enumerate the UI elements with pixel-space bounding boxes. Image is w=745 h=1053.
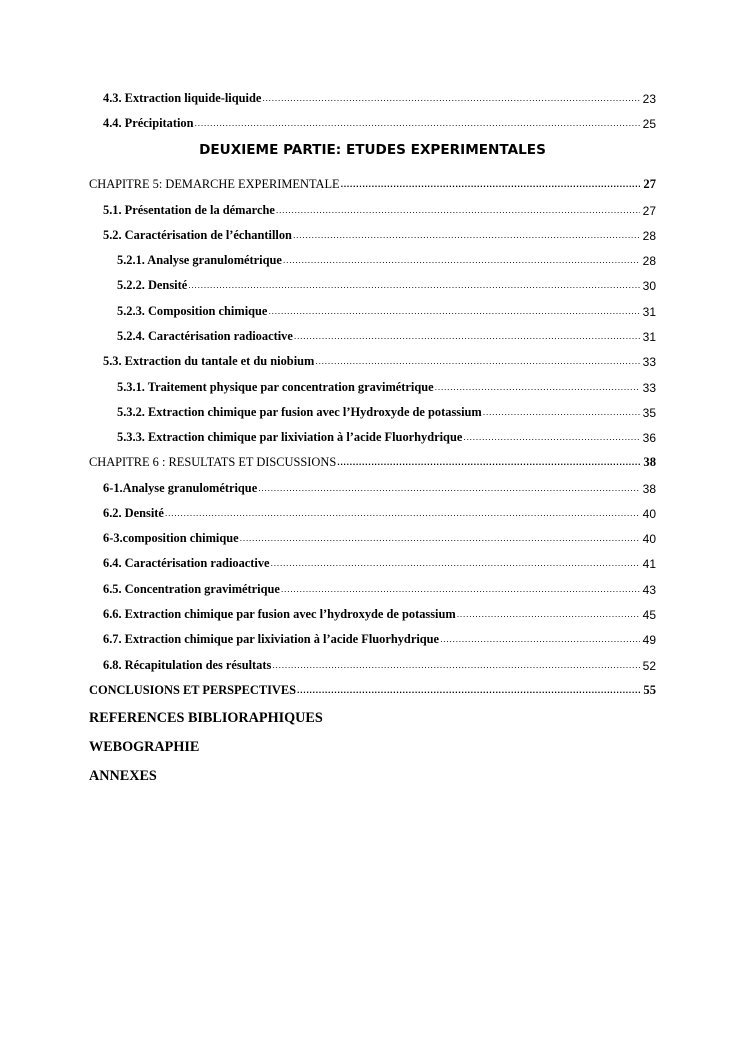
toc-entry-title: 6-1.Analyse granulométrique: [103, 481, 258, 495]
toc-entry-title: 4.3. Extraction liquide-liquide: [103, 91, 262, 105]
toc-entry[interactable]: [89, 111, 656, 131]
toc-entry-page: 33: [642, 355, 656, 369]
toc-entry-page: 28: [642, 254, 656, 268]
toc-entry[interactable]: [89, 602, 656, 622]
toc-entry[interactable]: [89, 551, 656, 571]
toc-entry[interactable]: [89, 653, 656, 673]
toc-entry[interactable]: [89, 476, 656, 496]
toc-entry[interactable]: [89, 375, 656, 395]
toc-entry[interactable]: [89, 425, 656, 445]
toc-entry[interactable]: [89, 501, 656, 521]
toc-entry-title: 6.8. Récapitulation des résultats: [103, 658, 272, 672]
references-heading: REFERENCES BIBLIORAPHIQUES: [89, 710, 323, 726]
leader-dots: [240, 534, 640, 543]
toc-entry-page: 30: [642, 279, 656, 293]
toc-entry-title: 5.3.2. Extraction chimique par fusion avec l’Hydroxyde de potassium: [117, 405, 482, 419]
leader-dots: [457, 610, 640, 619]
leader-dots: [195, 119, 640, 128]
toc-entry-title: 6.4. Caractérisation radioactive: [103, 556, 270, 570]
toc-entry[interactable]: [89, 627, 656, 647]
webographie-heading: WEBOGRAPHIE: [89, 739, 200, 755]
toc-entry-page: 41: [642, 557, 656, 571]
toc-entry-title: 4.4. Précipitation: [103, 116, 194, 130]
leader-dots: [440, 635, 640, 644]
toc-entry-page: 36: [642, 431, 656, 445]
leader-dots: [294, 332, 640, 341]
toc-entry[interactable]: [89, 349, 656, 369]
toc-entry-title: CHAPITRE 5: DEMARCHE EXPERIMENTALE: [89, 177, 340, 191]
toc-entry-title: 5.3.1. Traitement physique par concentration gravimétrique: [117, 380, 434, 394]
leader-dots: [483, 408, 640, 417]
toc-entry-title: 5.3.3. Extraction chimique par lixiviation à l’acide Fluorhydrique: [117, 430, 463, 444]
toc-entry-page: 45: [642, 608, 656, 622]
toc-entry[interactable]: [89, 526, 656, 546]
toc-entry[interactable]: [89, 273, 656, 293]
leader-dots: [271, 559, 640, 568]
toc-entry-page: 38: [642, 482, 656, 496]
toc-entry-page: 40: [642, 532, 656, 546]
toc-entry-page: 43: [642, 583, 656, 597]
toc-chapter[interactable]: [89, 172, 656, 192]
toc-entry-title: 6.5. Concentration gravimétrique: [103, 582, 280, 596]
leader-dots: [262, 94, 639, 103]
toc-entry[interactable]: [89, 223, 656, 243]
toc-entry-page: 27: [643, 177, 656, 191]
toc-entry-title: 5.2. Caractérisation de l’échantillon: [103, 228, 292, 242]
toc-entry[interactable]: [89, 324, 656, 344]
toc-entry[interactable]: [89, 198, 656, 218]
toc-entry-title: 5.1. Présentation de la démarche: [103, 203, 275, 217]
leader-dots: [293, 231, 640, 240]
toc-entry[interactable]: [89, 299, 656, 319]
toc-entry-title: 5.2.2. Densité: [117, 278, 188, 292]
leader-dots: [283, 256, 640, 265]
leader-dots: [463, 433, 639, 442]
toc-entry-page: 31: [642, 305, 656, 319]
leader-dots: [165, 509, 640, 518]
toc-entry[interactable]: [89, 86, 656, 106]
leader-dots: [341, 180, 641, 189]
toc-entry-page: 49: [642, 633, 656, 647]
toc-entry-page: 31: [642, 330, 656, 344]
toc-chapter[interactable]: [89, 678, 656, 698]
leader-dots: [315, 357, 639, 366]
toc-entry-title: 5.2.3. Composition chimique: [117, 304, 268, 318]
toc-entry-title: 5.3. Extraction du tantale et du niobium: [103, 354, 315, 368]
toc-entry-page: 27: [642, 204, 656, 218]
toc-entry-title: CHAPITRE 6 : RESULTATS ET DISCUSSIONS: [89, 455, 337, 469]
toc-entry-page: 23: [642, 92, 656, 106]
toc-entry-page: 25: [642, 117, 656, 131]
toc-entry-title: 5.2.4. Caractérisation radioactive: [117, 329, 293, 343]
toc-entry-title: 6-3.composition chimique: [103, 531, 239, 545]
toc-entry-page: 33: [642, 381, 656, 395]
toc-entry[interactable]: [89, 248, 656, 268]
leader-dots: [337, 458, 640, 467]
part-title: DEUXIEME PARTIE: ETUDES EXPERIMENTALES: [199, 142, 546, 158]
leader-dots: [281, 585, 640, 594]
leader-dots: [297, 686, 640, 695]
toc-entry-page: 55: [643, 683, 656, 697]
toc-entry[interactable]: [89, 577, 656, 597]
toc-entry-title: 6.6. Extraction chimique par fusion avec l’hydroxyde de potassium: [103, 607, 456, 621]
annexes-heading: ANNEXES: [89, 768, 157, 784]
toc-entry[interactable]: [89, 400, 656, 420]
leader-dots: [188, 281, 639, 290]
toc-entry-page: 35: [642, 406, 656, 420]
leader-dots: [272, 661, 639, 670]
toc-chapter[interactable]: [89, 450, 656, 470]
leader-dots: [276, 206, 640, 215]
toc-entry-title: 5.2.1. Analyse granulométrique: [117, 253, 282, 267]
toc-entry-title: 6.2. Densité: [103, 506, 164, 520]
leader-dots: [258, 484, 639, 493]
leader-dots: [435, 383, 640, 392]
toc-entry-page: 40: [642, 507, 656, 521]
toc-entry-title: 6.7. Extraction chimique par lixiviation à l’acide Fluorhydrique: [103, 632, 440, 646]
toc-entry-title: CONCLUSIONS ET PERSPECTIVES: [89, 683, 297, 697]
toc-entry-page: 52: [642, 659, 656, 673]
toc-entry-page: 28: [642, 229, 656, 243]
toc-entry-page: 38: [643, 455, 656, 469]
leader-dots: [268, 307, 639, 316]
